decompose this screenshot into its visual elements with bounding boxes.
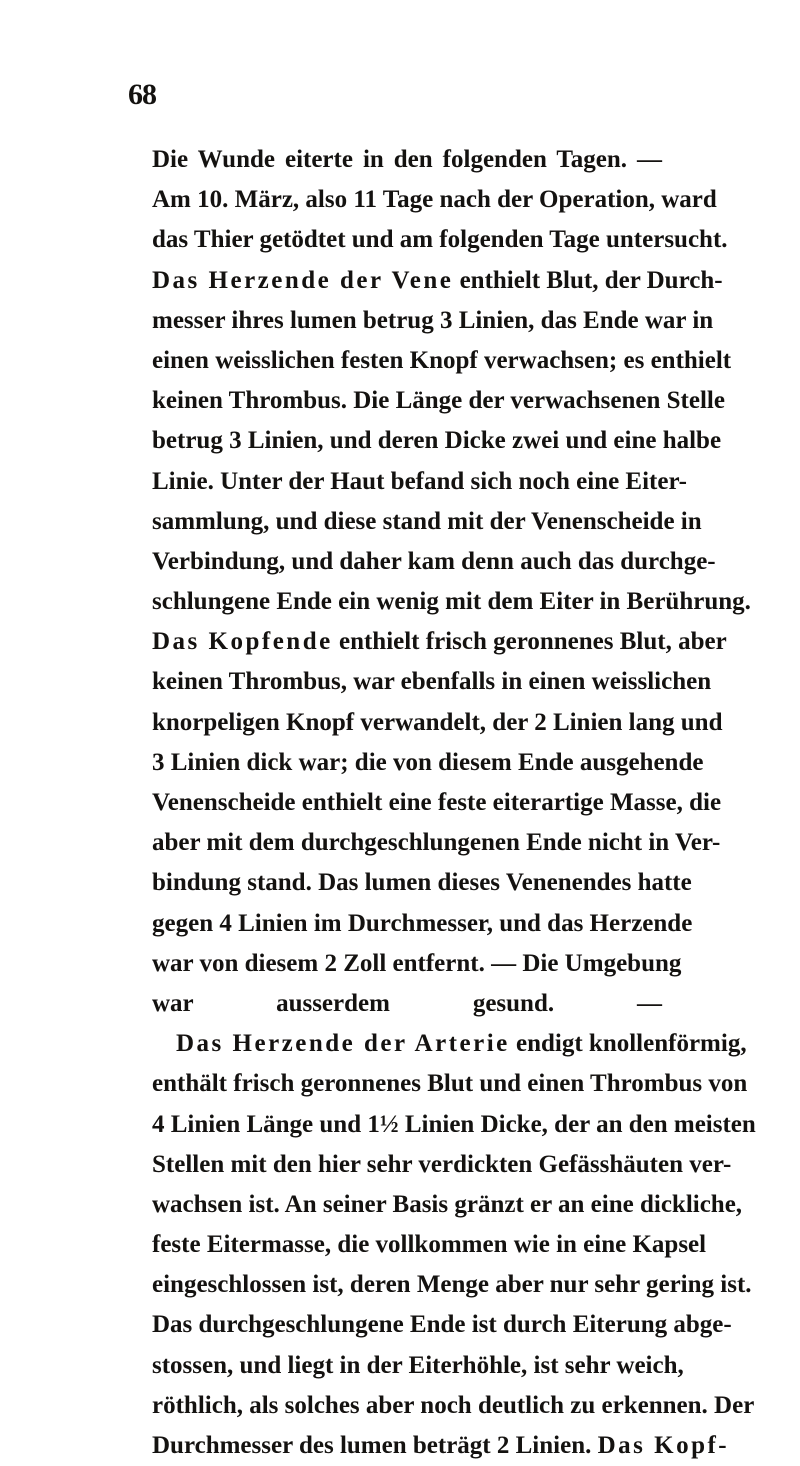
text-line (152, 984, 662, 1024)
text-line (152, 1426, 730, 1466)
text-line (152, 1064, 748, 1104)
text-line (152, 1145, 732, 1185)
text-line (152, 462, 687, 502)
text-line (152, 1386, 755, 1426)
line-text: betrug 3 Linien, und deren Dicke zwei und eine halbe (152, 427, 722, 455)
line-text: Stellen mit den hier sehr verdickten Gefässhäuten ver- (152, 1150, 732, 1178)
text-line (152, 220, 728, 260)
text-line (152, 341, 732, 381)
text-line (152, 301, 714, 341)
line-text: endigt knollenförmig, (509, 1030, 747, 1058)
text-line (152, 582, 751, 622)
line-text: Durchmesser des lumen beträgt 2 Linien. (152, 1432, 592, 1459)
text-line (152, 743, 704, 783)
line-text: gegen 4 Linien im Durchmesser, und das Herzende (152, 909, 693, 937)
text-line (152, 502, 702, 542)
line-text: bindung stand. Das lumen dieses Venenendes hatte (152, 869, 692, 897)
line-text: Am 10. März, also 11 Tage nach der Operation, ward (152, 186, 717, 214)
text-line (152, 1024, 747, 1064)
text-line (152, 863, 692, 903)
line-text: war ausserdem gesund. — (152, 989, 662, 1017)
line-text: 3 Linien dick war; die von diesem Ende ausgehende (152, 748, 704, 776)
text-line (152, 1185, 743, 1225)
emphasized-text: Das Kopf- (597, 1432, 730, 1459)
page-number: 68 (128, 78, 156, 111)
text-line (152, 1305, 732, 1345)
line-text: das Thier getödtet und am folgenden Tage untersucht. (152, 226, 728, 254)
line-text: 4 Linien Länge und 1½ Linien Dicke, der an den meisten (152, 1110, 756, 1138)
line-text: Verbindung, und daher kam denn auch das durchge- (152, 547, 716, 575)
line-text: röthlich, als solches aber noch deutlich zu erkennen. Der (152, 1391, 755, 1419)
line-text: Venenscheide enthielt eine feste eiterartige Masse, die (152, 789, 722, 816)
text-line (152, 421, 722, 461)
line-text: wachsen ist. An seiner Basis gränzt er an eine dickliche, (152, 1190, 743, 1218)
text-line (152, 1346, 684, 1386)
line-text: Das durchgeschlungene Ende ist durch Eiterung abge- (152, 1311, 732, 1339)
line-text: Linie. Unter der Haut befand sich noch eine Eiter- (152, 467, 687, 495)
text-line (152, 662, 712, 702)
line-text: knorpeligen Knopf verwandelt, der 2 Linien lang und (152, 708, 723, 736)
line-text: war von diesem 2 Zoll entfernt. — Die Umgebung (152, 949, 682, 977)
line-text: messer ihres lumen betrug 3 Linien, das Ende war in (152, 306, 714, 334)
text-line (152, 261, 723, 301)
line-text: eingeschlossen ist, deren Menge aber nur sehr gering ist. (152, 1271, 752, 1299)
text-line (152, 381, 725, 421)
line-text: keinen Thrombus. Die Länge der verwachsenen Stelle (152, 387, 725, 415)
line-text: keinen Thrombus, war ebenfalls in einen weisslichen (152, 668, 712, 696)
line-text: enthielt frisch geronnenes Blut, aber (332, 628, 727, 656)
text-line (152, 823, 721, 863)
line-text: stossen, und liegt in der Eiterhöhle, ist sehr weich, (152, 1351, 684, 1379)
emphasized-text: Das Herzende der Arterie (176, 1030, 510, 1058)
line-text: einen weisslichen festen Knopf verwachsen; es enthielt (152, 346, 732, 374)
text-line (152, 180, 717, 220)
text-line (152, 542, 716, 582)
text-line (152, 783, 722, 823)
text-line (152, 904, 693, 944)
text-line (152, 1225, 707, 1265)
emphasized-text: Das Kopfende (152, 628, 333, 656)
text-line (152, 703, 723, 743)
line-text: sammlung, und diese stand mit der Venenscheide in (152, 507, 702, 535)
line-text: schlungene Ende ein wenig mit dem Eiter in Berührung. (152, 588, 751, 616)
line-text: enthielt Blut, der Durch- (453, 266, 723, 294)
line-text: feste Eitermasse, die vollkommen wie in eine Kapsel (152, 1231, 707, 1259)
text-line (152, 944, 682, 984)
line-text: aber mit dem durchgeschlungenen Ende nicht in Ver- (152, 829, 721, 857)
emphasized-text: Das Herzende der Vene (152, 266, 454, 294)
line-text: Die Wunde eiterte in den folgenden Tagen. — (152, 146, 662, 173)
text-line (152, 622, 727, 662)
text-line (152, 140, 662, 180)
line-text: enthält frisch geronnenes Blut und einen Thrombus von (152, 1070, 748, 1098)
text-line (152, 1105, 756, 1145)
text-line (152, 1265, 752, 1305)
body-text (152, 140, 756, 1466)
